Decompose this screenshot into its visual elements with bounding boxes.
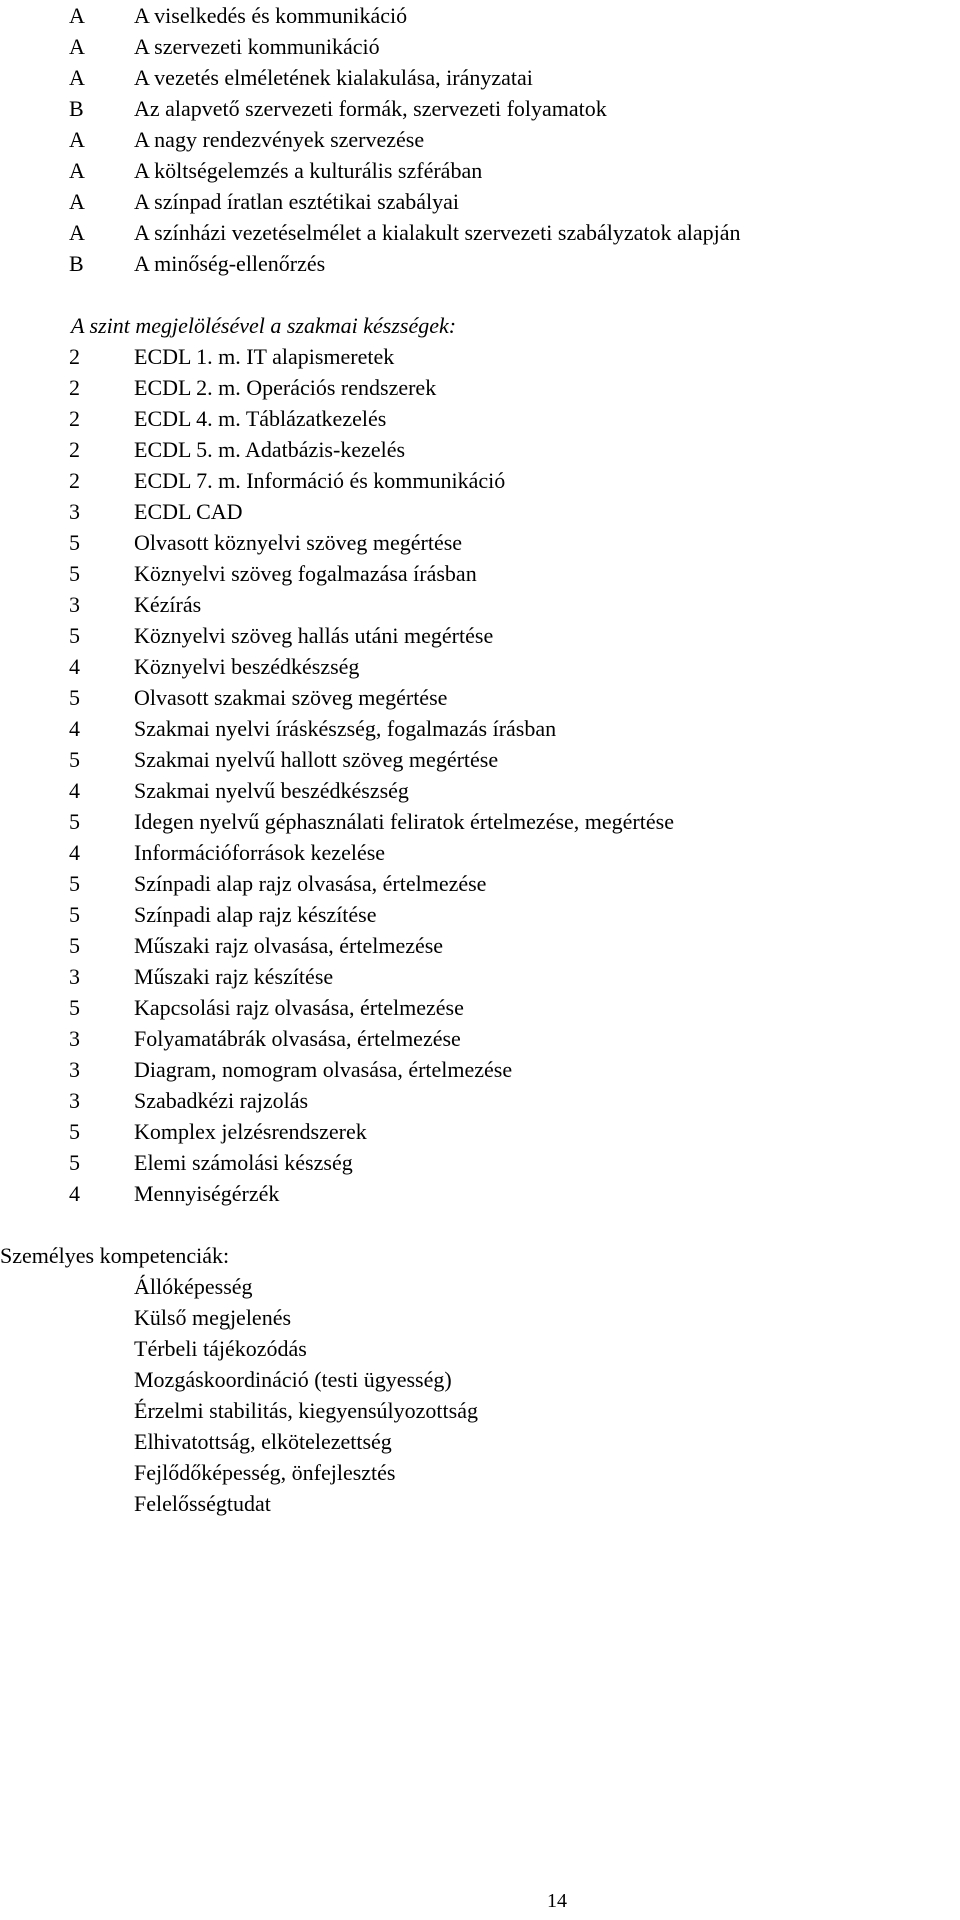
skill-level: 5 [69,902,80,927]
skill-level: 5 [69,1150,80,1175]
skill-text: Kézírás [134,592,202,617]
personal-item: Érzelmi stabilitás, kiegyensúlyozottság [134,1398,478,1423]
skill-text: Műszaki rajz készítése [134,964,334,989]
topic-code: A [69,158,85,183]
skill-text: Diagram, nomogram olvasása, értelmezése [134,1057,513,1082]
topic-text: Az alapvető szervezeti formák, szervezeti folyamatok [134,96,607,121]
skill-level: 4 [69,1181,80,1206]
skill-text: Színpadi alap rajz készítése [134,902,377,927]
skill-level: 2 [69,375,80,400]
skill-text: ECDL CAD [134,499,243,524]
skill-text: Folyamatábrák olvasása, értelmezése [134,1026,461,1051]
skill-text: Szabadkézi rajzolás [134,1088,309,1113]
skill-text: Köznyelvi szöveg hallás utáni megértése [134,623,494,648]
skill-text: Színpadi alap rajz olvasása, értelmezése [134,871,487,896]
skill-text: Köznyelvi szöveg fogalmazása írásban [134,561,477,586]
skill-text: Köznyelvi beszédkészség [134,654,360,679]
page-number: 14 [547,1890,567,1912]
personal-item: Térbeli tájékozódás [134,1336,307,1361]
skill-text: Mennyiségérzék [134,1181,280,1206]
skill-level: 3 [69,1057,80,1082]
skill-text: ECDL 1. m. IT alapismeretek [134,344,395,369]
skill-text: ECDL 2. m. Operációs rendszerek [134,375,437,400]
skill-level: 5 [69,530,80,555]
skill-level: 5 [69,1119,80,1144]
skill-level: 5 [69,871,80,896]
topic-text: A költségelemzés a kulturális szférában [134,158,483,183]
skill-text: ECDL 7. m. Információ és kommunikáció [134,468,506,493]
personal-item: Külső megjelenés [134,1305,292,1330]
skills-heading: A szint megjelölésével a szakmai készségek: [71,313,457,338]
skill-level: 4 [69,840,80,865]
skill-level: 3 [69,592,80,617]
personal-item: Elhivatottság, elkötelezettség [134,1429,392,1454]
topic-code: A [69,220,85,245]
skill-text: Olvasott köznyelvi szöveg megértése [134,530,463,555]
personal-item: Állóképesség [134,1274,253,1299]
topic-code: A [69,34,85,59]
topic-text: A színházi vezetéselmélet a kialakult szervezeti szabályzatok alapján [134,220,741,245]
skill-text: Műszaki rajz olvasása, értelmezése [134,933,444,958]
topic-code: A [69,65,85,90]
skill-level: 3 [69,964,80,989]
topic-text: A vezetés elméletének kialakulása, irányzatai [134,65,533,90]
skill-text: Információforrások kezelése [134,840,386,865]
skill-level: 4 [69,654,80,679]
skill-level: 2 [69,344,80,369]
topic-code: A [69,3,85,28]
skill-level: 4 [69,778,80,803]
topic-text: A szervezeti kommunikáció [134,34,380,59]
skill-text: Kapcsolási rajz olvasása, értelmezése [134,995,464,1020]
skill-text: ECDL 5. m. Adatbázis-kezelés [134,437,406,462]
personal-heading: Személyes kompetenciák: [0,1243,230,1268]
skill-level: 5 [69,933,80,958]
topic-code: B [69,251,84,276]
skill-level: 3 [69,499,80,524]
skill-level: 5 [69,809,80,834]
skill-level: 2 [69,437,80,462]
skill-level: 2 [69,406,80,431]
topic-text: A színpad íratlan esztétikai szabályai [134,189,459,214]
skill-level: 3 [69,1026,80,1051]
topic-text: A minőség-ellenőrzés [134,251,326,276]
topic-text: A viselkedés és kommunikáció [134,3,408,28]
skill-level: 2 [69,468,80,493]
skill-text: Olvasott szakmai szöveg megértése [134,685,448,710]
skill-text: Elemi számolási készség [134,1150,353,1175]
skill-text: Komplex jelzésrendszerek [134,1119,367,1144]
skill-level: 5 [69,623,80,648]
skill-text: Idegen nyelvű géphasználati feliratok értelmezése, megértése [134,809,674,834]
topic-text: A nagy rendezvények szervezése [134,127,425,152]
personal-item: Mozgáskoordináció (testi ügyesség) [134,1367,452,1392]
personal-item: Felelősségtudat [134,1491,271,1516]
skill-level: 4 [69,716,80,741]
topic-code: A [69,189,85,214]
skill-text: Szakmai nyelvű beszédkészség [134,778,409,803]
personal-item: Fejlődőképesség, önfejlesztés [134,1460,396,1485]
skill-text: Szakmai nyelvi íráskészség, fogalmazás írásban [134,716,557,741]
skill-text: Szakmai nyelvű hallott szöveg megértése [134,747,499,772]
skill-level: 3 [69,1088,80,1113]
skill-level: 5 [69,561,80,586]
topic-code: A [69,127,85,152]
topic-code: B [69,96,84,121]
skill-level: 5 [69,995,80,1020]
skill-level: 5 [69,747,80,772]
skill-text: ECDL 4. m. Táblázatkezelés [134,406,387,431]
skill-level: 5 [69,685,80,710]
